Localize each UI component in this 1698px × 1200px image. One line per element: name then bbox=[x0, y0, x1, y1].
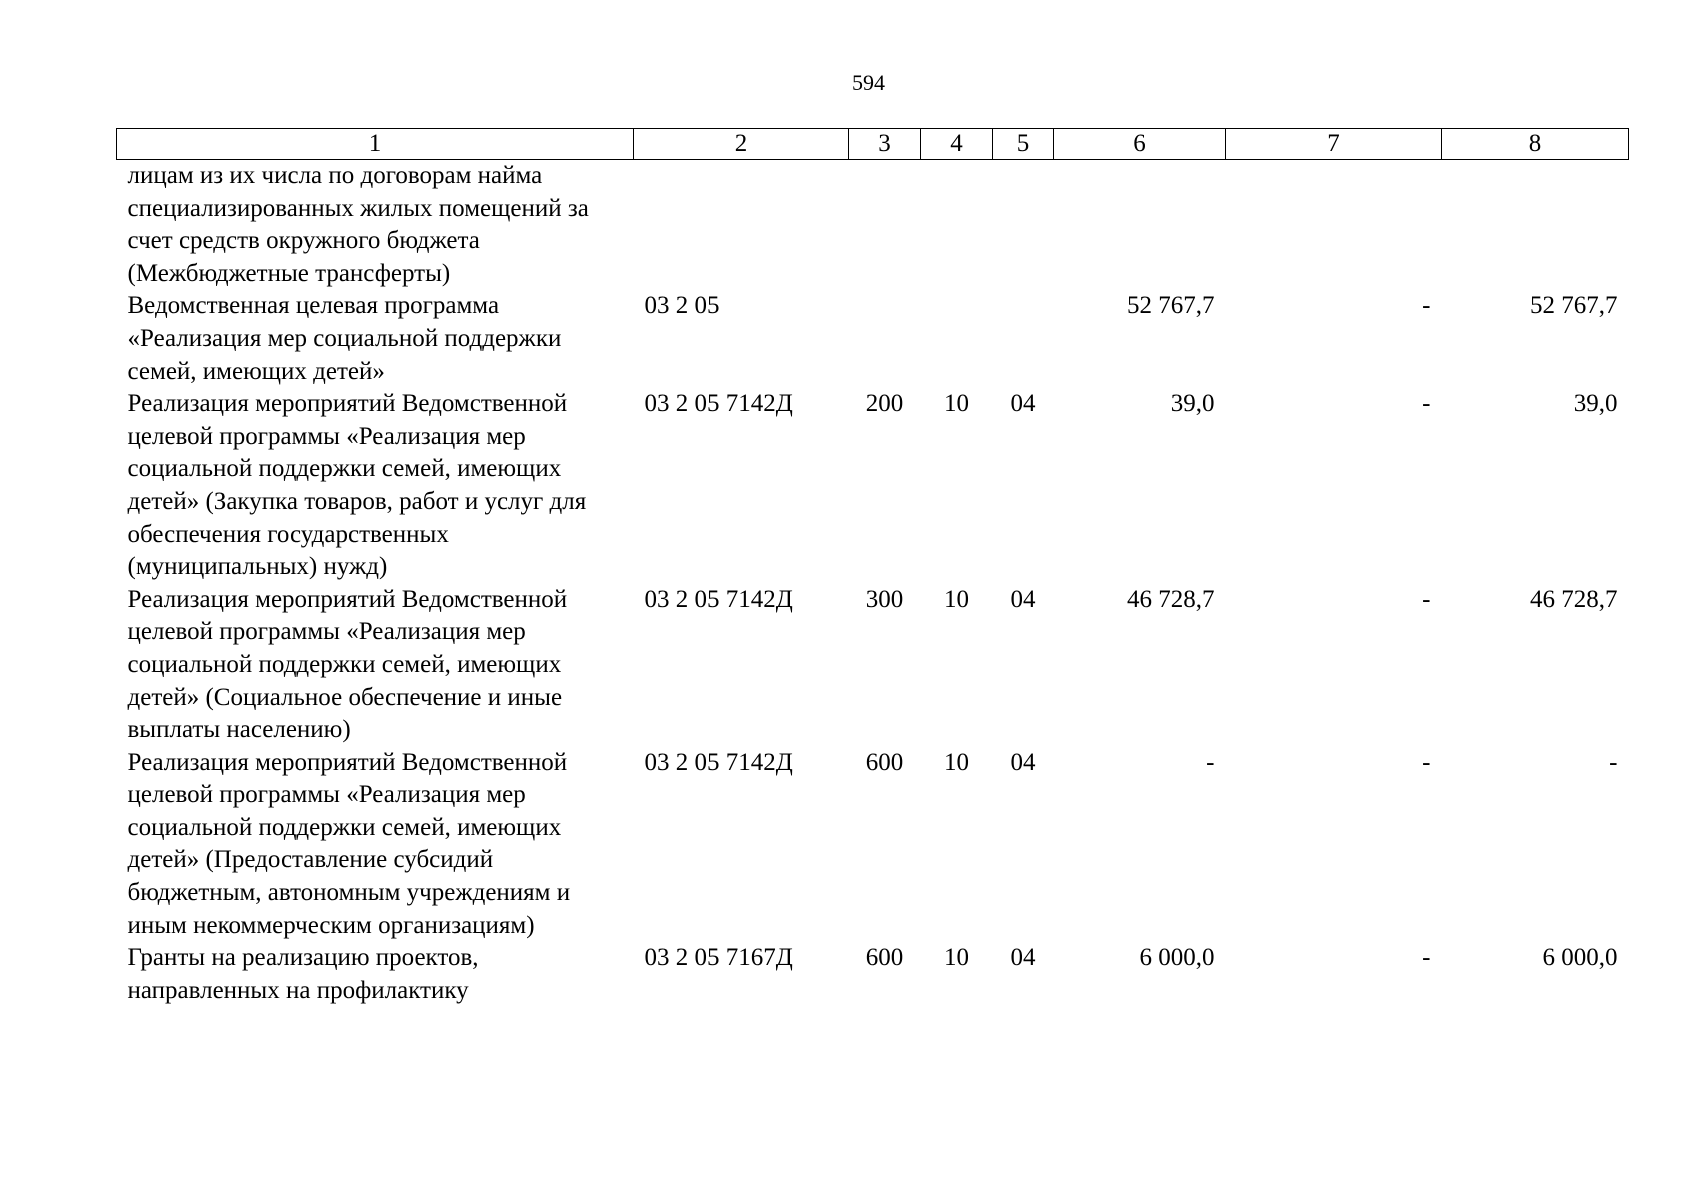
amount-col7: - bbox=[1422, 585, 1431, 613]
row-name: Реализация мероприятий Ведомственной целевой программы «Реализация мер социальной поддержки семей, имеющих детей» (Предоставление субсидий бюджетным, автономным учреждениям и иным некоммерческим организациям) bbox=[127, 748, 571, 939]
subsection-code: 04 bbox=[1010, 748, 1036, 776]
column-header-6: 6 bbox=[1054, 129, 1226, 160]
target-article-code bbox=[634, 160, 849, 291]
expense-type: 600 bbox=[865, 748, 904, 776]
amount-col7: - bbox=[1422, 748, 1431, 776]
table-row bbox=[117, 942, 1629, 1007]
amount-col8: - bbox=[1609, 748, 1618, 776]
amount-col8: 46 728,7 bbox=[1530, 585, 1618, 613]
amount-col6: 46 728,7 bbox=[1127, 585, 1215, 613]
row-name: Реализация мероприятий Ведомственной целевой программы «Реализация мер социальной поддержки семей, имеющих детей» (Закупка товаров, работ и услуг для обеспечения государственных (муниципальных) нужд) bbox=[127, 390, 587, 581]
column-header-4: 4 bbox=[921, 129, 993, 160]
column-header-5: 5 bbox=[993, 129, 1054, 160]
row-name: Ведомственная целевая программа «Реализация мер социальной поддержки семей, имеющих детей» bbox=[127, 292, 562, 385]
amount-col6: 52 767,7 bbox=[1127, 292, 1215, 320]
expense-type bbox=[849, 160, 921, 291]
expense-type: 600 bbox=[865, 944, 904, 972]
section-code: 10 bbox=[944, 585, 969, 613]
amount-col7 bbox=[1226, 160, 1442, 291]
row-name: лицам из их числа по договорам найма специализированных жилых помещений за счет средств окружного бюджета (Межбюджетные трансферты) bbox=[127, 162, 589, 287]
table-row bbox=[117, 747, 1629, 943]
section-code bbox=[921, 290, 993, 388]
subsection-code bbox=[993, 290, 1054, 388]
amount-col6 bbox=[1054, 160, 1226, 291]
target-article-code: 03 2 05 7142Д bbox=[644, 748, 793, 776]
table-row bbox=[117, 584, 1629, 747]
table-row bbox=[117, 160, 1629, 291]
amount-col8: 6 000,0 bbox=[1542, 944, 1618, 972]
amount-col8 bbox=[1442, 160, 1629, 291]
target-article-code: 03 2 05 7142Д bbox=[644, 585, 793, 613]
row-name: Реализация мероприятий Ведомственной целевой программы «Реализация мер социальной поддержки семей, имеющих детей» (Социальное обеспечение и иные выплаты населению) bbox=[127, 585, 568, 744]
budget-table bbox=[116, 128, 1629, 1007]
column-header-7: 7 bbox=[1226, 129, 1442, 160]
amount-col8: 52 767,7 bbox=[1530, 292, 1618, 320]
subsection-code: 04 bbox=[1010, 390, 1036, 418]
amount-col7: - bbox=[1422, 292, 1431, 320]
expense-type: 200 bbox=[865, 390, 904, 418]
subsection-code bbox=[993, 160, 1054, 291]
table-row bbox=[117, 388, 1629, 584]
amount-col7: - bbox=[1422, 944, 1431, 972]
column-number-header-row bbox=[117, 129, 1629, 160]
section-code: 10 bbox=[944, 748, 969, 776]
target-article-code: 03 2 05 7142Д bbox=[644, 390, 793, 418]
section-code: 10 bbox=[944, 944, 969, 972]
column-header-2: 2 bbox=[634, 129, 849, 160]
amount-col7: - bbox=[1422, 390, 1431, 418]
expense-type bbox=[849, 290, 921, 388]
table-row bbox=[117, 290, 1629, 388]
page-number: 594 bbox=[852, 70, 885, 95]
amount-col8: 39,0 bbox=[1573, 390, 1618, 418]
subsection-code: 04 bbox=[1010, 944, 1036, 972]
column-header-1: 1 bbox=[117, 129, 634, 160]
amount-col6: 39,0 bbox=[1170, 390, 1215, 418]
amount-col6: - bbox=[1206, 748, 1215, 776]
expense-type: 300 bbox=[865, 585, 904, 613]
subsection-code: 04 bbox=[1010, 585, 1036, 613]
section-code: 10 bbox=[944, 390, 969, 418]
section-code bbox=[921, 160, 993, 291]
amount-col6: 6 000,0 bbox=[1139, 944, 1215, 972]
column-header-3: 3 bbox=[849, 129, 921, 160]
target-article-code: 03 2 05 bbox=[644, 292, 720, 320]
column-header-8: 8 bbox=[1442, 129, 1629, 160]
target-article-code: 03 2 05 7167Д bbox=[644, 944, 793, 972]
row-name: Гранты на реализацию проектов, направленных на профилактику bbox=[127, 944, 479, 1004]
